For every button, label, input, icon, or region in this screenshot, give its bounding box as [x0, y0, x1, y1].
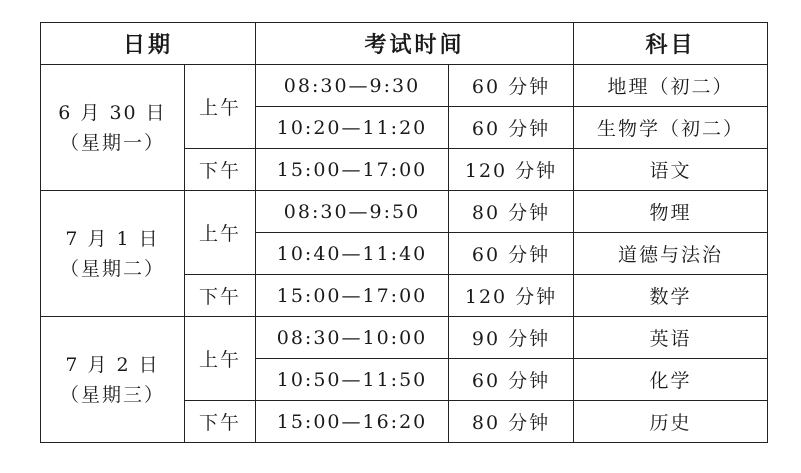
- time-range-cell: 08:30—9:30: [256, 65, 449, 107]
- time-range-cell: 10:50—11:50: [256, 359, 449, 401]
- time-range-cell: 15:00—17:00: [256, 275, 449, 317]
- subject-cell: 道德与法治: [574, 233, 768, 275]
- duration-cell: 60 分钟: [449, 65, 574, 107]
- header-subject: 科目: [574, 23, 768, 65]
- subject-cell: 生物学（初二）: [574, 107, 768, 149]
- duration-cell: 80 分钟: [449, 191, 574, 233]
- weekday-label: （星期二）: [59, 257, 165, 280]
- subject-cell: 英语: [574, 317, 768, 359]
- date-cell: [41, 65, 185, 191]
- subject-cell: 历史: [574, 401, 768, 443]
- subject-cell: 地理（初二）: [574, 65, 768, 107]
- date-label: 7 月 2 日: [65, 353, 160, 376]
- duration-cell: 60 分钟: [449, 359, 574, 401]
- table-row: [41, 317, 768, 359]
- period-cell: 下午: [185, 149, 256, 191]
- header-exam-time: 考试时间: [256, 23, 574, 65]
- table-row: [41, 65, 768, 107]
- date-label: 7 月 1 日: [65, 227, 160, 250]
- duration-cell: 120 分钟: [449, 149, 574, 191]
- duration-cell: 60 分钟: [449, 107, 574, 149]
- time-range-cell: 15:00—17:00: [256, 149, 449, 191]
- header-date: 日期: [41, 23, 256, 65]
- schedule-body: [41, 65, 768, 443]
- time-range-cell: 10:40—11:40: [256, 233, 449, 275]
- duration-cell: 80 分钟: [449, 401, 574, 443]
- time-range-cell: 08:30—10:00: [256, 317, 449, 359]
- subject-cell: 语文: [574, 149, 768, 191]
- duration-cell: 90 分钟: [449, 317, 574, 359]
- date-label: 6 月 30 日: [58, 101, 167, 124]
- header-row: [41, 23, 768, 65]
- time-range-cell: 15:00—16:20: [256, 401, 449, 443]
- date-cell: [41, 317, 185, 443]
- weekday-label: （星期一）: [59, 131, 165, 154]
- subject-cell: 数学: [574, 275, 768, 317]
- weekday-label: （星期三）: [59, 383, 165, 406]
- subject-cell: 物理: [574, 191, 768, 233]
- time-range-cell: 08:30—9:50: [256, 191, 449, 233]
- subject-cell: 化学: [574, 359, 768, 401]
- table-row: [41, 191, 768, 233]
- duration-cell: 60 分钟: [449, 233, 574, 275]
- period-cell: 上午: [185, 317, 256, 401]
- duration-cell: 120 分钟: [449, 275, 574, 317]
- period-cell: 上午: [185, 191, 256, 275]
- period-cell: 下午: [185, 275, 256, 317]
- date-cell: [41, 191, 185, 317]
- period-cell: 上午: [185, 65, 256, 149]
- exam-schedule-table: [40, 22, 768, 443]
- period-cell: 下午: [185, 401, 256, 443]
- time-range-cell: 10:20—11:20: [256, 107, 449, 149]
